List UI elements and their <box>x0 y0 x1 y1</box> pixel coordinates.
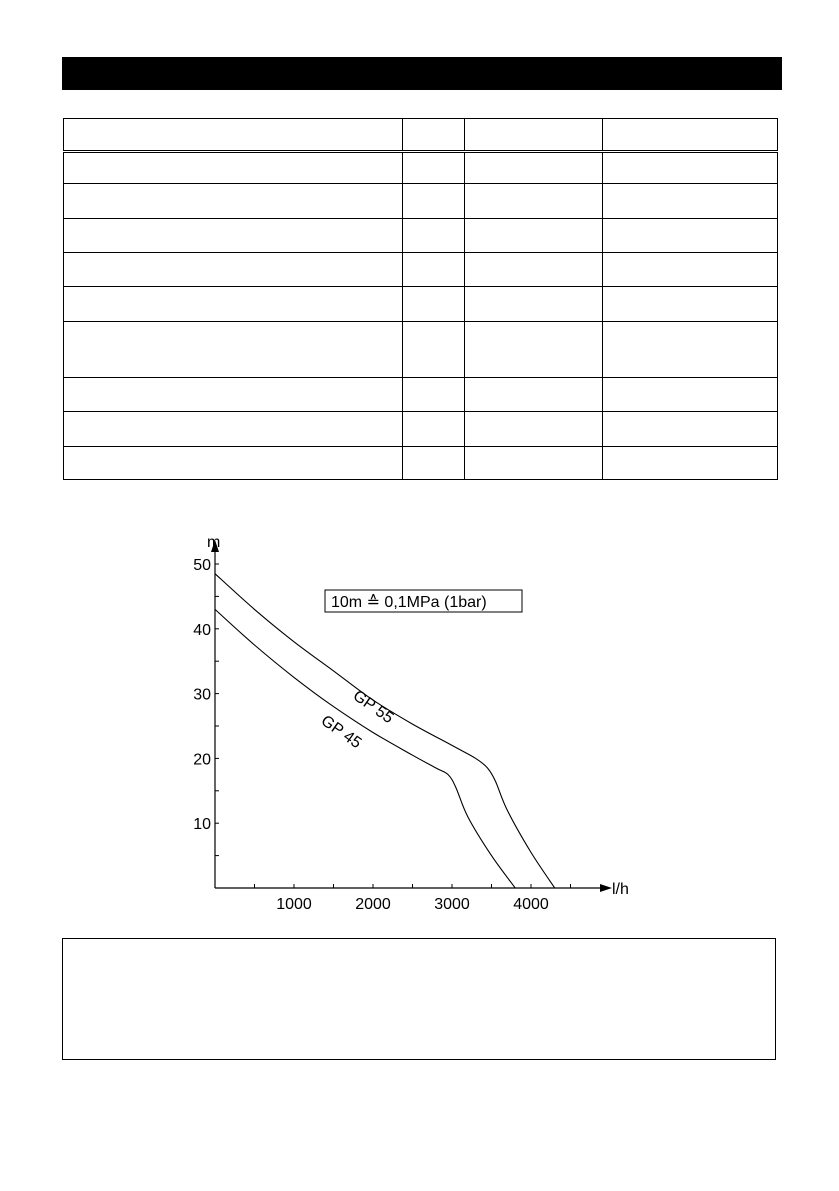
x-tick-label: 4000 <box>513 896 549 913</box>
y-tick-label: 30 <box>193 686 211 704</box>
table-cell <box>603 412 778 446</box>
table-cell <box>64 321 403 378</box>
table-header-row <box>64 119 778 152</box>
table-cell <box>465 184 603 218</box>
table-cell <box>603 321 778 378</box>
table-row <box>64 321 778 378</box>
table-cell <box>403 152 465 184</box>
chart-canvas <box>0 520 839 920</box>
note-box <box>62 938 776 1060</box>
table-cell <box>465 321 603 378</box>
x-axis-label: l/h <box>612 881 629 898</box>
table-cell <box>64 252 403 286</box>
table-cell <box>465 378 603 412</box>
chart-series <box>215 574 555 888</box>
table-cell <box>403 321 465 378</box>
table-cell <box>465 252 603 286</box>
table-row <box>64 378 778 412</box>
table-cell <box>603 287 778 321</box>
table-cell <box>64 287 403 321</box>
table-cell <box>64 412 403 446</box>
table-cell <box>403 287 465 321</box>
table-row <box>64 252 778 286</box>
table-cell <box>64 218 403 252</box>
table-row <box>64 287 778 321</box>
x-tick-label: 3000 <box>434 896 470 913</box>
table-cell <box>465 412 603 446</box>
chart-annotation: 10m ≙ 0,1MPa (1bar) <box>331 594 487 611</box>
table-cell <box>603 252 778 286</box>
y-tick-label: 20 <box>193 751 211 769</box>
y-tick-label: 10 <box>193 816 211 834</box>
table-row <box>64 446 778 479</box>
x-tick-label: 2000 <box>355 896 391 913</box>
x-tick-label: 1000 <box>276 896 312 913</box>
y-tick-label: 40 <box>193 621 211 639</box>
y-axis-label: m <box>207 534 221 551</box>
series-label: GP 55 <box>349 687 397 728</box>
table-cell <box>403 184 465 218</box>
table-cell <box>603 152 778 184</box>
table-cell <box>403 218 465 252</box>
table-cell <box>465 152 603 184</box>
table-header-cell <box>64 119 403 152</box>
pump-curve-chart <box>0 520 839 920</box>
table-cell <box>64 378 403 412</box>
series-line-gp-45 <box>215 609 515 888</box>
series-label: GP 45 <box>317 712 365 753</box>
table-cell <box>403 446 465 479</box>
table-cell <box>403 252 465 286</box>
table-row <box>64 218 778 252</box>
table-header-cell <box>465 119 603 152</box>
x-axis-arrow <box>600 884 612 892</box>
table-header-cell <box>403 119 465 152</box>
table-header-cell <box>603 119 778 152</box>
header-bar <box>62 57 782 90</box>
series-line-gp-55 <box>215 574 555 888</box>
table-row <box>64 412 778 446</box>
table-cell <box>465 218 603 252</box>
y-tick-label: 50 <box>193 557 211 574</box>
table-cell <box>603 378 778 412</box>
table-cell <box>64 184 403 218</box>
table-cell <box>603 184 778 218</box>
table-cell <box>603 446 778 479</box>
table-cell <box>64 152 403 184</box>
table-cell <box>403 412 465 446</box>
table-cell <box>64 446 403 479</box>
table-cell <box>403 378 465 412</box>
table-row <box>64 152 778 184</box>
chart-axes <box>211 540 612 892</box>
table-cell <box>465 287 603 321</box>
table-cell <box>603 218 778 252</box>
spec-table <box>63 118 778 480</box>
table-cell <box>465 446 603 479</box>
table-row <box>64 184 778 218</box>
